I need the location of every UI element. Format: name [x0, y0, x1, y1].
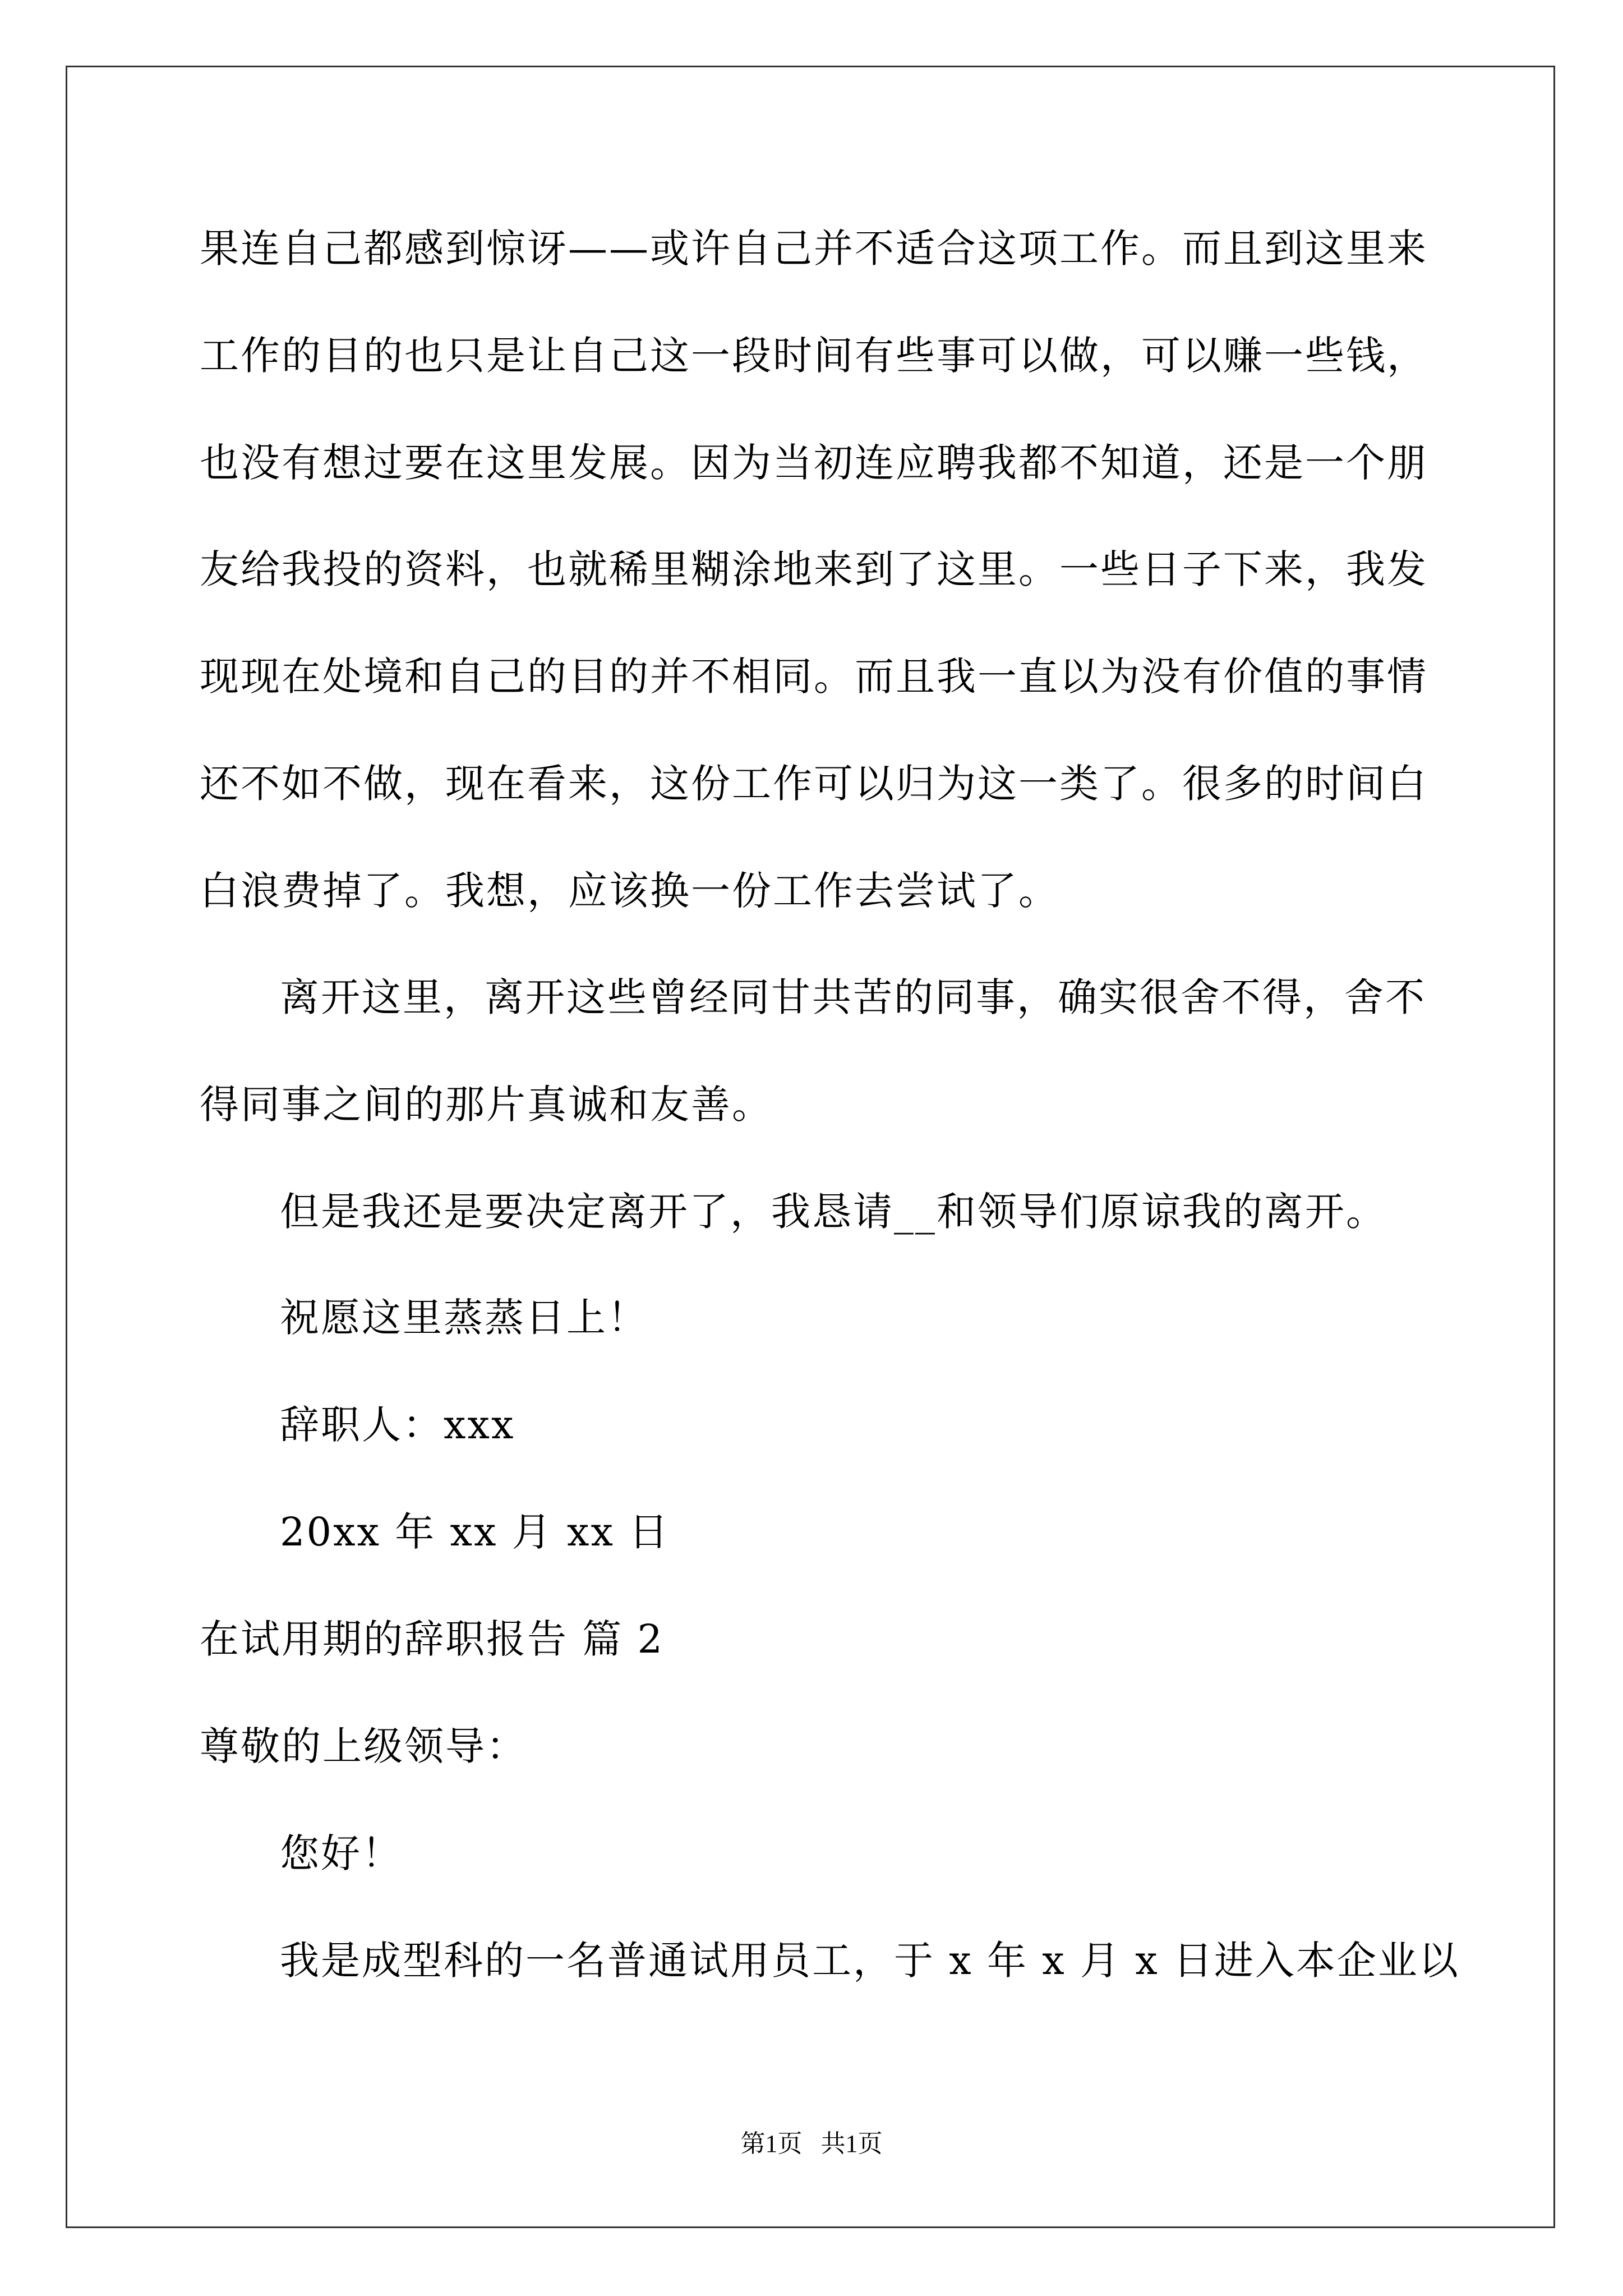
body-text-line: 也没有想过要在这里发展。因为当初连应聘我都不知道，还是一个朋: [200, 440, 1428, 486]
body-text-line: 工作的目的也只是让自己这一段时间有些事可以做，可以赚一些钱，: [200, 333, 1428, 379]
body-text-line: 白浪费掉了。我想，应该换一份工作去尝试了。: [200, 868, 1059, 914]
body-text-line: 还不如不做，现在看来，这份工作可以归为这一类了。很多的时间白: [200, 761, 1428, 807]
body-text-line: 但是我还是要决定离开了，我恳请__和领导们原谅我的离开。: [280, 1189, 1387, 1235]
body-text-line: 我是成型科的一名普通试用员工，于 x 年 x 月 x 日进入本企业以: [280, 1938, 1460, 1984]
body-text-line: 现现在处境和自己的目的并不相同。而且我一直以为没有价值的事情: [200, 654, 1428, 700]
body-text-line: 离开这里，离开这些曾经同甘共苦的同事，确实很舍不得，舍不: [280, 974, 1426, 1020]
body-text-line: 友给我投的资料，也就稀里糊涂地来到了这里。一些日子下来，我发: [200, 546, 1428, 592]
closing-wish: 祝愿这里蒸蒸日上！: [280, 1295, 648, 1341]
greeting: 您好！: [280, 1830, 403, 1876]
section-heading: 在试用期的辞职报告 篇 2: [200, 1616, 665, 1662]
signature-line: 辞职人：xxx: [280, 1402, 515, 1448]
page-border: [66, 66, 1555, 2228]
page-number-footer: 第1页 共1页: [740, 2130, 883, 2157]
salutation: 尊敬的上级领导：: [200, 1723, 527, 1769]
body-text-line: 得同事之间的那片真诚和友善。: [200, 1082, 773, 1128]
body-text-line: 果连自己都感到惊讶——或许自己并不适合这项工作。而且到这里来: [200, 226, 1428, 272]
date-line: 20xx 年 xx 月 xx 日: [280, 1509, 670, 1555]
